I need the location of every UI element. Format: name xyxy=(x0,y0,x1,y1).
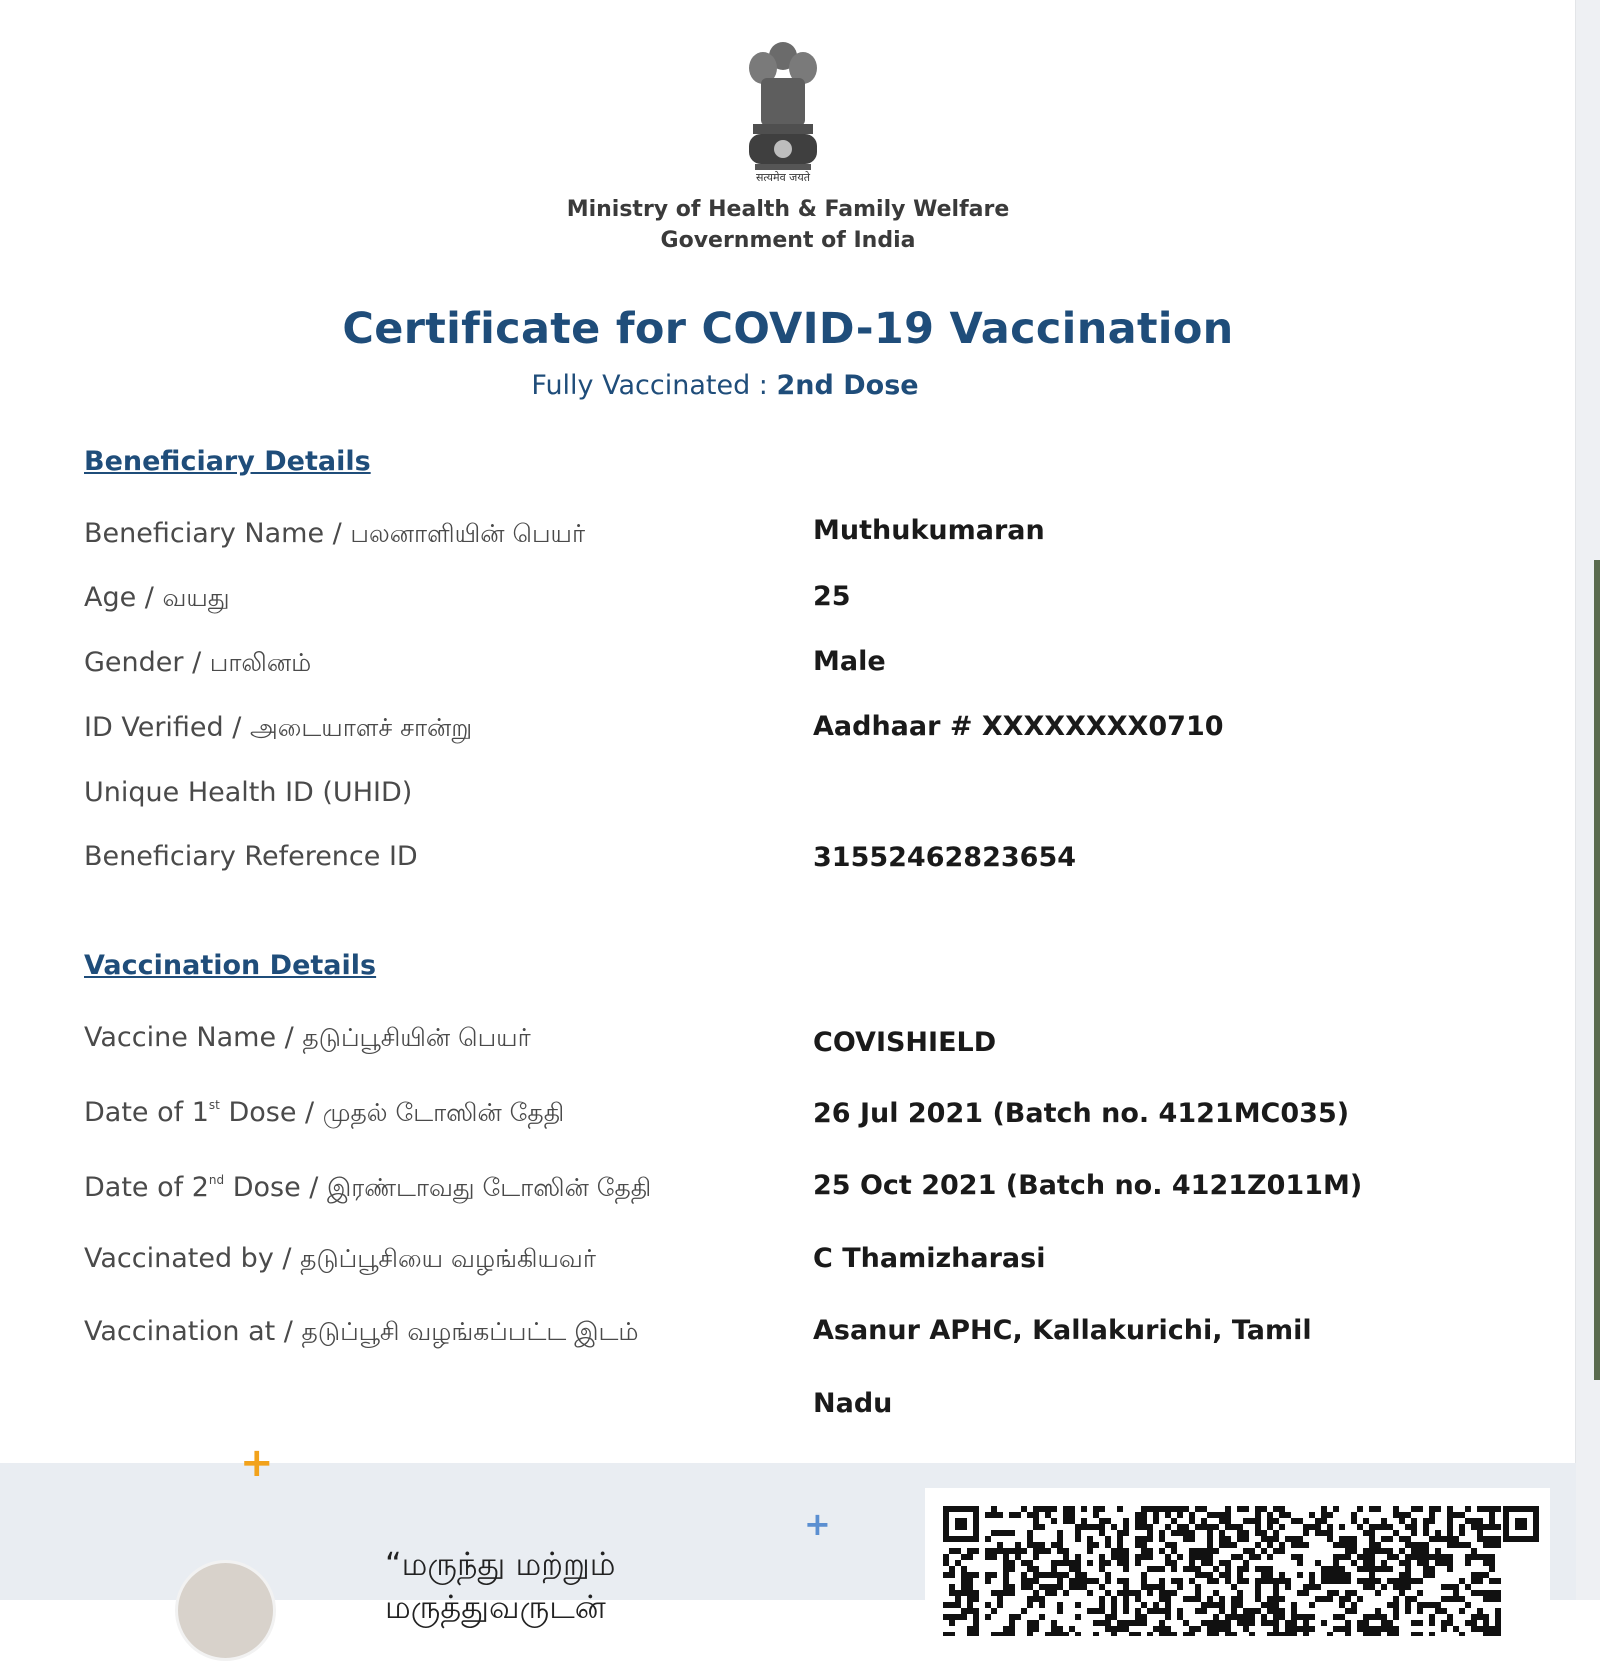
dose2-date-value: 25 Oct 2021 (Batch no. 4121Z011M) xyxy=(813,1170,1363,1201)
portrait-photo xyxy=(175,1560,276,1661)
footer-quote-line1: “மருந்து மற்றும் xyxy=(385,1545,616,1583)
status-dose: 2nd Dose xyxy=(776,370,919,401)
id-verified-label: ID Verified / அடையாளச் சான்று xyxy=(84,712,473,743)
beneficiary-name-value: Muthukumaran xyxy=(813,515,1045,546)
vaccination-at-value-line1: Asanur APHC, Kallakurichi, Tamil xyxy=(813,1315,1312,1346)
government-name: Government of India xyxy=(660,228,916,253)
dose1-date-value: 26 Jul 2021 (Batch no. 4121MC035) xyxy=(813,1098,1350,1129)
plus-decoration-icon: + xyxy=(804,1505,831,1543)
beneficiary-details-heading: Beneficiary Details xyxy=(84,446,371,477)
vaccinated-by-label: Vaccinated by / தடுப்பூசியை வழங்கியவர் xyxy=(84,1243,596,1274)
reference-id-value: 31552462823654 xyxy=(813,842,1077,873)
qr-code-panel xyxy=(925,1488,1550,1600)
national-emblem-icon xyxy=(735,38,831,188)
id-verified-value: Aadhaar # XXXXXXXX0710 xyxy=(813,711,1224,742)
footer-quote-line2: மருத்துவருடன் xyxy=(385,1588,606,1626)
background-strip xyxy=(1594,560,1600,1380)
uhid-label: Unique Health ID (UHID) xyxy=(84,777,413,808)
ministry-name: Ministry of Health & Family Welfare xyxy=(566,197,1010,222)
vaccination-status xyxy=(0,370,1450,401)
status-prefix: Fully Vaccinated : xyxy=(531,370,777,401)
plus-decoration-icon: + xyxy=(240,1440,274,1486)
vaccination-at-label: Vaccination at / தடுப்பூசி வழங்கப்பட்ட இடம் xyxy=(84,1316,639,1347)
emblem-motto: सत्यमेव जयते xyxy=(755,171,810,184)
vaccine-name-value: COVISHIELD xyxy=(813,1027,997,1058)
age-label: Age / வயது xyxy=(84,582,230,613)
certificate-title: Certificate for COVID-19 Vaccination xyxy=(342,304,1234,354)
vaccination-details-heading: Vaccination Details xyxy=(84,950,377,981)
dose1-date-label: Date of 1st Dose / முதல் டோஸின் தேதி xyxy=(84,1097,565,1128)
gender-label: Gender / பாலினம் xyxy=(84,647,312,678)
vaccinated-by-value: C Thamizharasi xyxy=(813,1243,1046,1274)
gender-value: Male xyxy=(813,646,886,677)
beneficiary-name-label: Beneficiary Name / பலனாளியின் பெயர் xyxy=(84,518,586,549)
qr-code-icon xyxy=(943,1506,1539,1636)
dose2-date-label: Date of 2nd Dose / இரண்டாவது டோஸின் தேதி xyxy=(84,1172,652,1203)
reference-id-label: Beneficiary Reference ID xyxy=(84,841,418,872)
vaccine-name-label: Vaccine Name / தடுப்பூசியின் பெயர் xyxy=(84,1022,531,1053)
age-value: 25 xyxy=(813,581,851,612)
vaccination-at-value-line2: Nadu xyxy=(813,1388,893,1419)
